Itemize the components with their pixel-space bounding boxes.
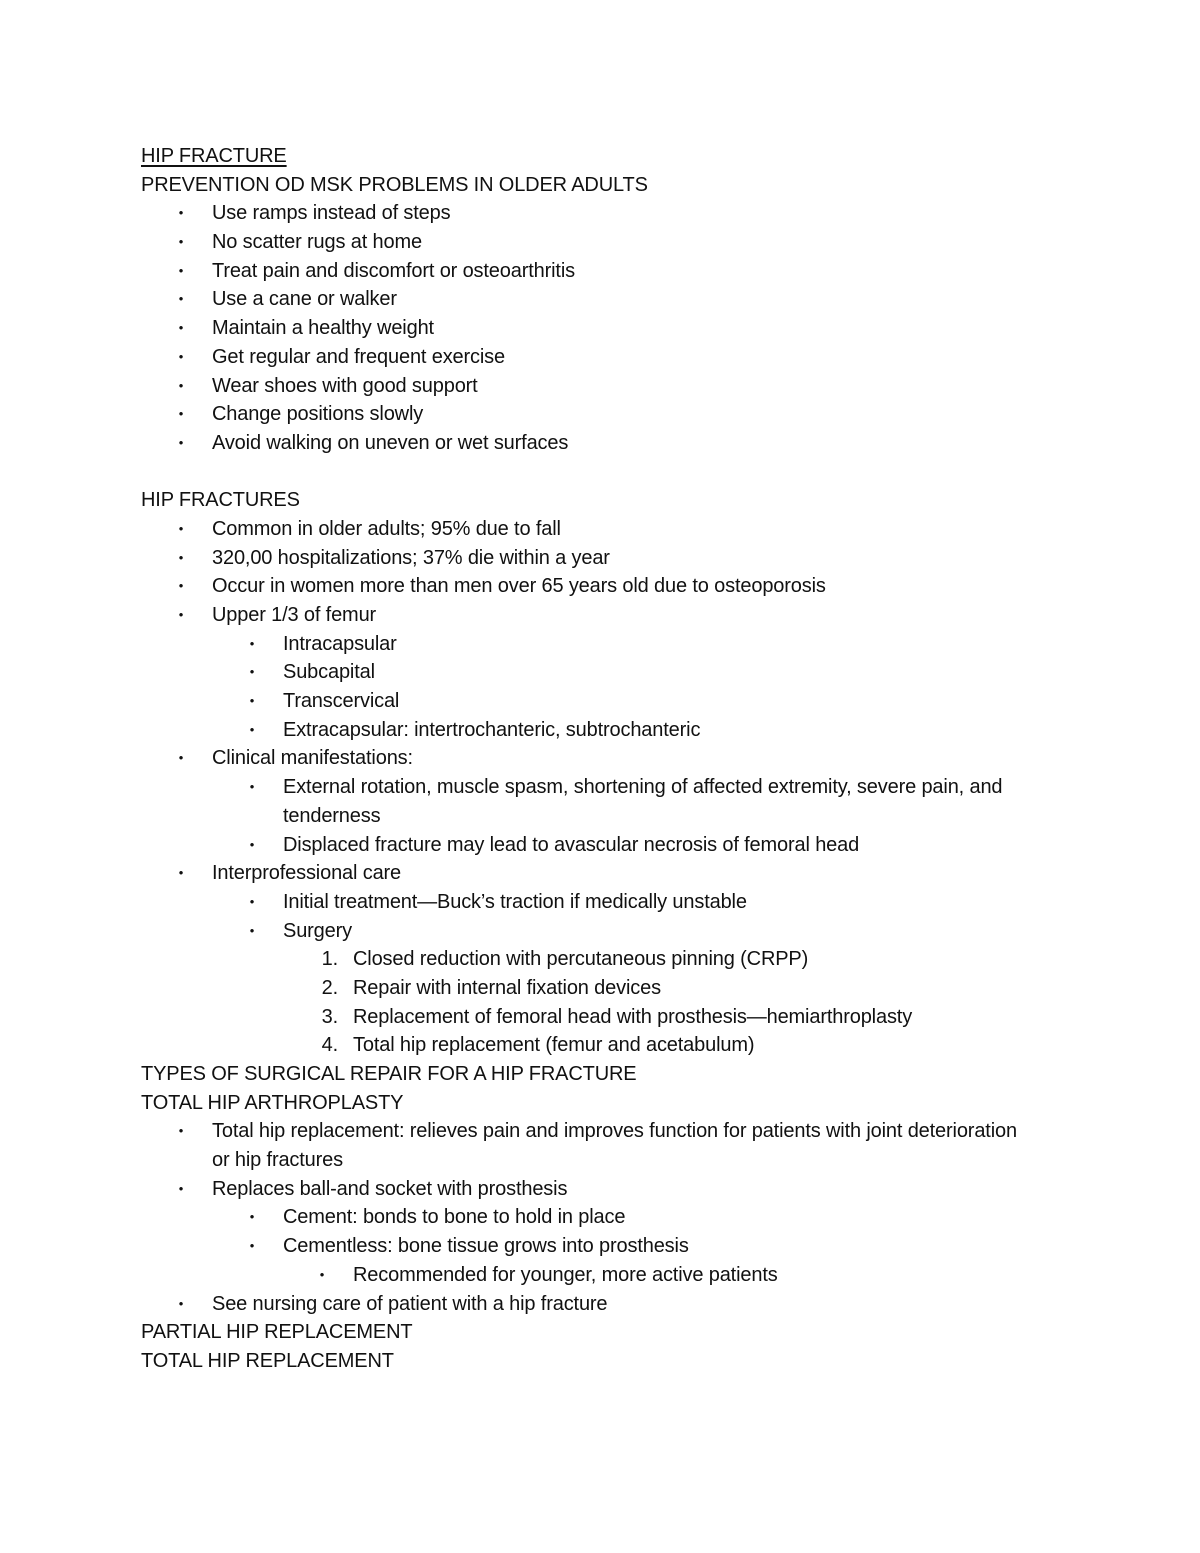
list-item: • 320,00 hospitalizations; 37% die within a year (141, 544, 1071, 573)
list-item: • No scatter rugs at home (141, 228, 1071, 257)
bullet-icon: • (249, 721, 255, 737)
numbered-item: 2. Repair with internal fixation devices (141, 974, 1071, 1003)
bullet-icon: • (178, 750, 184, 766)
bullet-icon: • (178, 406, 184, 422)
list-item: • Wear shoes with good support (141, 372, 1071, 401)
item-number: 3. (321, 1005, 338, 1028)
list-item: • Clinical manifestations: (141, 744, 1071, 773)
hip-fractures-heading: HIP FRACTURES (141, 489, 300, 512)
list-item: • See nursing care of patient with a hip fracture (141, 1290, 1071, 1319)
list-subitem: • Extracapsular: intertrochanteric, subtrochanteric (141, 716, 1071, 745)
item-number: 1. (321, 948, 338, 971)
bullet-icon: • (249, 836, 255, 852)
list-item: • Common in older adults; 95% due to fall (141, 515, 1071, 544)
total-hip-heading: TOTAL HIP REPLACEMENT (141, 1349, 394, 1372)
prevention-heading: PREVENTION OD MSK PROBLEMS IN OLDER ADULTS (141, 173, 648, 196)
bullet-icon: • (178, 578, 184, 594)
bullet-icon: • (178, 1180, 184, 1196)
spacer (141, 458, 1071, 487)
list-item: • Replaces ball-and socket with prosthesis (141, 1175, 1071, 1204)
bullet-icon: • (249, 1238, 255, 1254)
bullet-icon: • (249, 693, 255, 709)
bullet-icon: • (178, 520, 184, 536)
bullet-icon: • (178, 865, 184, 881)
bullet-icon: • (178, 434, 184, 450)
bullet-icon: • (249, 922, 255, 938)
bullet-icon: • (249, 779, 255, 795)
bullet-icon: • (178, 262, 184, 278)
types-heading: TYPES OF SURGICAL REPAIR FOR A HIP FRACTURE (141, 1063, 637, 1086)
item-number: 4. (321, 1034, 338, 1057)
list-item: • Treat pain and discomfort or osteoarthritis (141, 257, 1071, 286)
bullet-icon: • (178, 1295, 184, 1311)
list-item: • Maintain a healthy weight (141, 314, 1071, 343)
partial-hip-heading: PARTIAL HIP REPLACEMENT (141, 1321, 413, 1344)
list-subitem: • Surgery (141, 917, 1071, 946)
list-item: • Use a cane or walker (141, 285, 1071, 314)
bullet-icon: • (178, 234, 184, 250)
list-item: • Avoid walking on uneven or wet surfaces (141, 429, 1071, 458)
document-title: HIP FRACTURE (141, 145, 287, 167)
list-subitem: • Cementless: bone tissue grows into prosthesis (141, 1232, 1071, 1261)
list-item: • Get regular and frequent exercise (141, 343, 1071, 372)
list-item: • Change positions slowly (141, 400, 1071, 429)
bullet-icon: • (178, 348, 184, 364)
numbered-item: 3. Replacement of femoral head with prosthesis—hemiarthroplasty (141, 1003, 1071, 1032)
numbered-item: 4. Total hip replacement (femur and acetabulum) (141, 1031, 1071, 1060)
list-subitem: • Intracapsular (141, 630, 1071, 659)
bullet-icon: • (178, 607, 184, 622)
list-item: • Upper 1/3 of femur (141, 601, 1071, 630)
list-subitem: • Transcervical (141, 687, 1071, 716)
list-subitem: • Cement: bonds to bone to hold in place (141, 1203, 1071, 1232)
list-item: • Interprofessional care (141, 859, 1071, 888)
bullet-icon: • (178, 1123, 184, 1139)
bullet-icon: • (249, 1209, 255, 1225)
list-subsubitem: • Recommended for younger, more active patients (141, 1261, 1071, 1290)
list-subitem: • External rotation, muscle spasm, shortening of affected extremity, severe pain, and tenderness (141, 773, 1071, 830)
bullet-icon: • (249, 664, 255, 680)
numbered-item: 1. Closed reduction with percutaneous pinning (CRPP) (141, 945, 1071, 974)
bullet-icon: • (178, 549, 184, 565)
item-number: 2. (321, 976, 338, 999)
list-item: • Occur in women more than men over 65 years old due to osteoporosis (141, 572, 1071, 601)
bullet-icon: • (178, 320, 184, 336)
bullet-icon: • (178, 377, 184, 393)
bullet-icon: • (319, 1266, 325, 1282)
bullet-icon: • (178, 291, 184, 307)
list-item: • Total hip replacement: relieves pain and improves function for patients with joint deterioration or hip fractures (141, 1117, 1071, 1174)
list-subitem: • Subcapital (141, 658, 1071, 687)
bullet-icon: • (249, 635, 255, 651)
list-subitem: • Displaced fracture may lead to avascular necrosis of femoral head (141, 831, 1071, 860)
bullet-icon: • (249, 893, 255, 909)
document-page (141, 142, 1071, 1376)
list-item: • Use ramps instead of steps (141, 199, 1071, 228)
bullet-icon: • (178, 205, 184, 221)
list-subitem: • Initial treatment—Buck’s traction if medically unstable (141, 888, 1071, 917)
tha-heading: TOTAL HIP ARTHROPLASTY (141, 1091, 404, 1114)
